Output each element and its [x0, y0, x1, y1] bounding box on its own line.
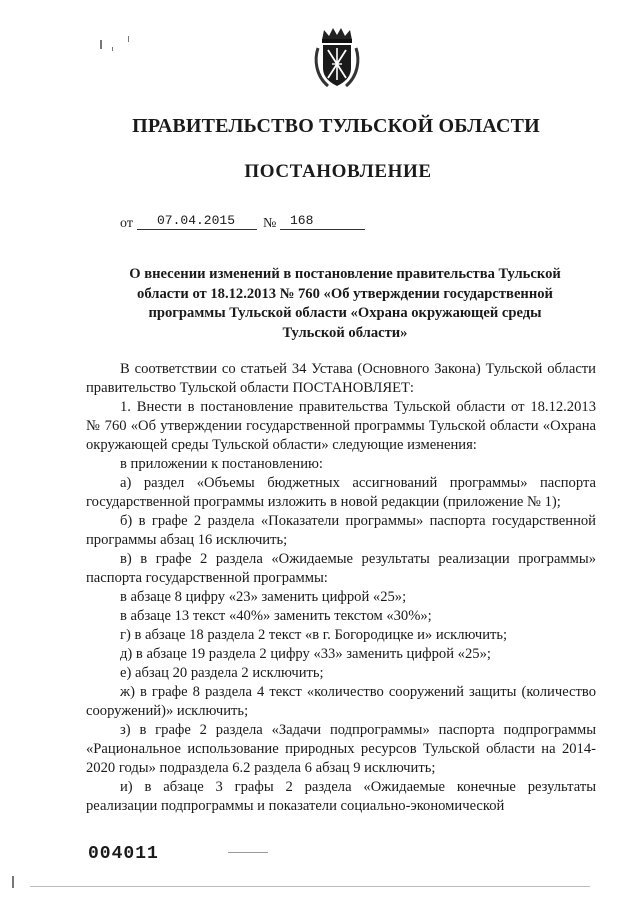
subitem-e: е) абзац 20 раздела 2 исключить; — [120, 665, 324, 681]
title-line: программы Тульской области «Охрана окружающей среды — [148, 305, 542, 321]
subitem-z: з) в графе 2 раздела «Задачи подпрограммы» паспорта подпрограммы «Рациональное использование природных ресурсов Тульской области на 2014-2020 годы» подраздела 6.2 раздела 6 абзац 9 исключить; — [86, 722, 596, 776]
subitem-g: г) в абзаце 18 раздела 2 текст «в г. Богородицке и» исключить; — [120, 627, 508, 643]
subitem-i: и) в абзаце 3 графы 2 раздела «Ожидаемые конечные результаты реализации подпрограммы и показатели социально-экономической — [86, 779, 596, 814]
scan-speck — [128, 36, 129, 42]
subitem-v-2: в абзаце 13 текст «40%» заменить текстом «30%»; — [120, 608, 432, 624]
scan-dash-line — [228, 852, 268, 853]
item-1-paragraph: 1. Внести в постановление правительства Тульской области от 18.12.2013 № 760 «Об утверждении государственной программы Тульской области «Охрана окружающей среды Тульской области» следующие изменения: — [86, 399, 596, 453]
scan-speck — [100, 40, 102, 49]
title-line: области от 18.12.2013 № 760 «Об утверждении государственной — [137, 285, 553, 302]
intro-paragraph: В соответствии со статьей 34 Устава (Основного Закона) Тульской области правительство Тульской области ПОСТАНОВЛЯЕТ: — [86, 361, 596, 396]
subitem-b: б) в графе 2 раздела «Показатели программы» паспорта государственной программы абзац 16 исключить; — [86, 513, 596, 548]
date-label: от — [120, 216, 133, 231]
number-label: № — [263, 216, 277, 231]
subitem-d: д) в абзаце 19 раздела 2 цифру «33» заменить цифрой «25»; — [120, 646, 491, 662]
subitem-v: в) в графе 2 раздела «Ожидаемые результаты реализации программы» паспорта государственной программы: — [86, 551, 596, 586]
document-body — [86, 360, 596, 816]
subitem-a: а) раздел «Объемы бюджетных ассигнований программы» паспорта государственной программы изложить в новой редакции (приложение № 1); — [86, 475, 596, 510]
scan-dash-line — [30, 886, 590, 887]
document-title — [110, 265, 580, 343]
scan-speck — [112, 47, 113, 51]
document-type-heading: ПОСТАНОВЛЕНИЕ — [244, 161, 432, 182]
appendix-paragraph: в приложении к постановлению: — [120, 456, 323, 472]
subitem-v-1: в абзаце 8 цифру «23» заменить цифрой «25»; — [120, 589, 407, 605]
scan-speck — [12, 876, 14, 888]
subitem-zh: ж) в графе 8 раздела 4 текст «количество сооружений защиты (количество сооружений)» исключить; — [86, 684, 596, 719]
title-line: Тульской области» — [282, 324, 408, 341]
number-value: 168 — [280, 214, 365, 230]
date-value: 07.04.2015 — [137, 214, 257, 230]
government-heading: ПРАВИТЕЛЬСТВО ТУЛЬСКОЙ ОБЛАСТИ — [132, 115, 540, 137]
coat-of-arms-emblem — [312, 26, 362, 90]
serial-number: 004011 — [88, 844, 159, 864]
title-line: О внесении изменений в постановление правительства Тульской — [129, 266, 561, 282]
